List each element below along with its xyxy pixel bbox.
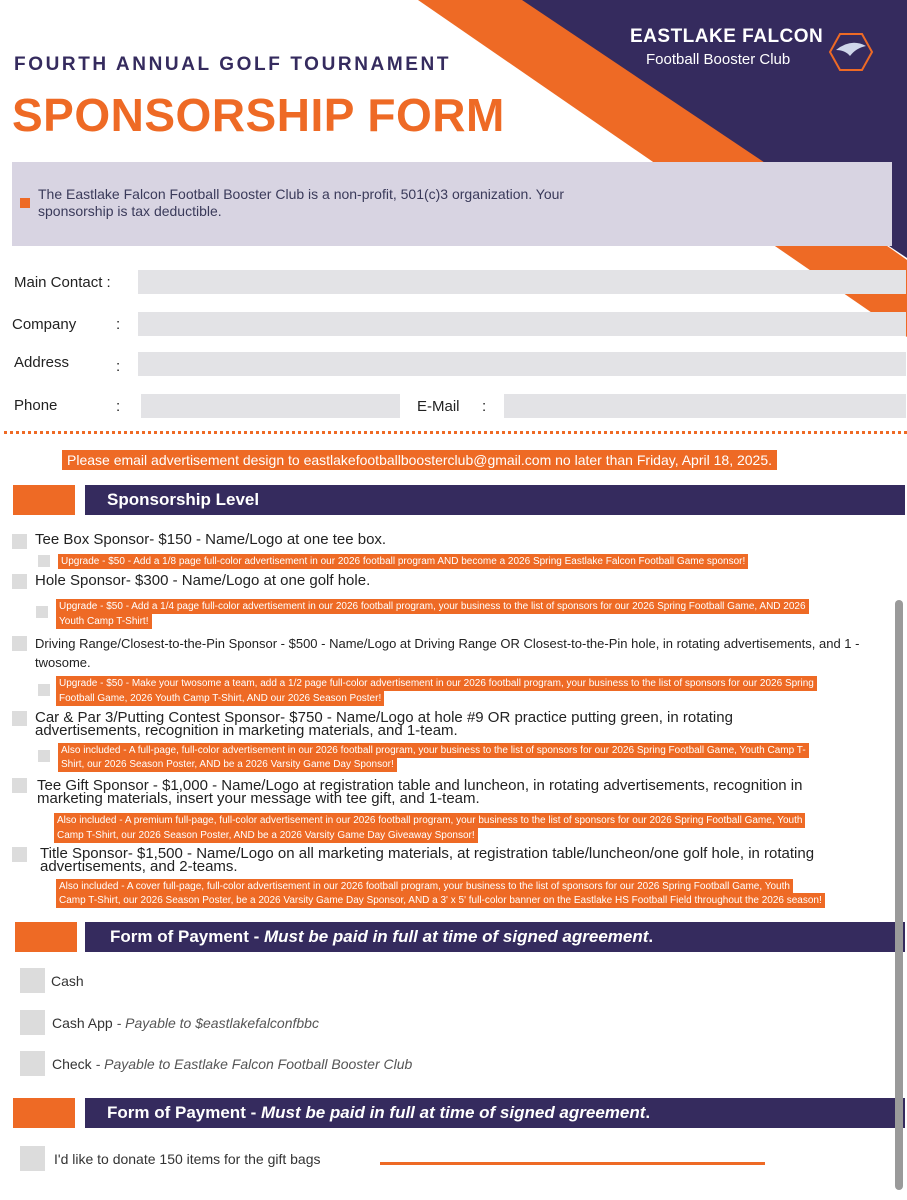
payment-label: Cash [51,973,84,989]
email-label: E-Mail [417,398,460,415]
company-label: Company [12,316,77,333]
phone-label: Phone [14,397,58,414]
payment-header [85,922,905,952]
tee-gift-included-line1: Also included - A premium full-page, full-color advertisement in our 2026 football program, your business to the list of sponsors for our 2026 Spring Football Game, Youth [54,813,805,828]
level-price: - $1,500 [127,845,183,862]
main-contact-label: Main Contact : [14,274,111,291]
payment-period: . [645,1103,651,1122]
address-colon: : [116,358,121,375]
address-label: Address [14,354,70,371]
check-option [52,1056,412,1072]
driving-range-desc-2: twosome. [35,655,91,670]
hole-upgrade-line2: Youth Camp T-Shirt! [56,614,152,629]
car-par3-desc-2: advertisements, recognition in marketing materials, and 1-team. [35,722,458,739]
payment-period: . [648,927,654,946]
sponsorship-title: Sponsorship Level [107,490,260,509]
section-accent [13,1098,75,1128]
bullet-icon [20,198,30,208]
cash-option [51,973,84,989]
page-title: SPONSORSHIP FORM [12,89,505,141]
payment-note: Must be paid in full at time of signed agreement [260,1103,646,1122]
payment-note: - Payable to Eastlake Falcon Football Booster Club [91,1056,413,1072]
payment-note: Must be paid in full at time of signed agreement [263,927,649,946]
level-price: - $1,000 [148,777,208,794]
main-contact-field[interactable] [138,270,906,294]
payment-header-2 [85,1098,905,1128]
cash-checkbox[interactable] [20,968,45,993]
cash-app-checkbox[interactable] [20,1010,45,1035]
tee-box-upgrade: Upgrade - $50 - Add a 1/8 page full-color advertisement in our 2026 football program AND become a 2026 Spring Eastlake Falcon Football Game sponsor! [58,554,748,569]
level-desc: - Name/Logo at Driving Range OR Closest-to-the-Pin hole, in rotating advertisements, and 1 - [317,636,860,651]
level-name: Hole Sponsor [35,572,126,589]
payment-note: - Payable to $eastlakefalconfbbc [112,1015,319,1031]
level-price: - $150 [149,531,192,548]
title-sponsor-included-line1: Also included - A cover full-page, full-color advertisement in our 2026 football program, your business to the list of sponsors for our 2026 Spring Football Game, Youth [56,879,793,894]
email-field[interactable] [504,394,906,418]
title-sponsor-checkbox[interactable] [12,847,27,862]
level-name: Driving Range/Closest-to-the-Pin Sponsor [35,636,278,651]
hole-upgrade-checkbox[interactable] [36,606,48,618]
driving-range-sponsor [35,636,859,652]
company-field[interactable] [138,312,906,336]
tee-box-checkbox[interactable] [12,534,27,549]
tee-box-upgrade-checkbox[interactable] [38,555,50,567]
phone-colon: : [116,398,121,415]
hole-sponsor [35,573,370,589]
level-desc: - Name/Logo at hole #9 OR practice putting green, in rotating [322,709,733,726]
level-desc: - Name/Logo on all marketing materials, at registration table/luncheon/one golf hole, in rotating [182,845,815,862]
driving-range-checkbox[interactable] [12,636,27,651]
tournament-subtitle: FOURTH ANNUAL GOLF TOURNAMENT [14,54,452,75]
title-sponsor-included-line2: Camp T-Shirt, our 2026 Season Poster, be a 2026 Varsity Game Day Sponsor, AND a 3' x 5' full-color banner on the Eastlake HS Football Field throughout the 2026 season! [56,893,825,908]
tee-gift-included-line2: Camp T-Shirt, our 2026 Season Poster, AND be a 2026 Varsity Game Day Giveaway Sponsor! [54,828,478,843]
info-text: The Eastlake Falcon Football Booster Club is a non-profit, 501(c)3 organization. Your sponsorship is tax deductible. [38,186,565,219]
level-desc: - Name/Logo at one golf hole. [168,572,371,589]
level-name: Tee Gift Sponsor [37,777,149,794]
address-field[interactable] [138,352,906,376]
car-par3-included-line1: Also included - A full-page, full-color advertisement in our 2026 football program, your business to the list of sponsors for our 2026 Spring Football Game, Youth Camp T- [58,743,809,758]
driving-range-upgrade-checkbox[interactable] [38,684,50,696]
title-sponsor-desc-2: advertisements, and 2-teams. [40,858,238,875]
company-colon: : [116,316,121,333]
cash-app-option [52,1015,319,1031]
check-checkbox[interactable] [20,1051,45,1076]
tee-box-sponsor [35,532,386,548]
driving-range-upgrade-line1: Upgrade - $50 - Make your twosome a team, add a 1/2 page full-color advertisement in our 2026 football program, your business to the list of sponsors for our 2026 Spring [56,676,817,691]
level-desc: - Name/Logo at registration table and luncheon, in rotating advertisements, recognition in [207,777,803,794]
sponsorship-header [85,485,905,515]
donation-line[interactable] [380,1162,765,1165]
section-accent [13,485,75,515]
level-desc: - Name/Logo at one tee box. [191,531,387,548]
car-par3-included-line2: Shirt, our 2026 Season Poster, AND be a 2026 Varsity Game Day Sponsor! [58,757,397,772]
level-name: Car & Par 3/Putting Contest Sponsor [35,709,281,726]
brand-name: EASTLAKE FALCON [630,26,824,47]
tee-gift-desc-2: marketing materials, insert your message with tee gift, and 1-team. [37,790,480,807]
phone-field[interactable] [141,394,400,418]
payment-label: Form of Payment [110,927,249,946]
payment-label: Check [52,1056,92,1072]
donation-checkbox[interactable] [20,1146,45,1171]
car-par3-checkbox[interactable] [12,711,27,726]
level-price: - $750 [280,709,323,726]
driving-range-upgrade-line2: Football Game, 2026 Youth Camp T-Shirt, AND our 2026 Season Poster! [56,691,384,706]
level-name: Title Sponsor [40,845,128,862]
brand-subname: Football Booster Club [646,51,791,68]
email-colon: : [482,398,487,415]
hole-upgrade-line1: Upgrade - $50 - Add a 1/4 page full-color advertisement in our 2026 football program, your business to the list of sponsors for our 2026 Spring Football Game, AND 2026 [56,599,809,614]
hole-checkbox[interactable] [12,574,27,589]
level-name: Tee Box Sponsor [35,531,150,548]
car-par3-upgrade-checkbox[interactable] [38,750,50,762]
level-price: - $300 [125,572,169,589]
dotted-divider [4,431,907,434]
email-notice: Please email advertisement design to eastlakefootballboosterclub@gmail.com no later than Friday, April 18, 2025. [62,450,777,470]
scrollbar[interactable] [895,600,903,1190]
donation-text: I'd like to donate 150 items for the gift bags [54,1151,321,1167]
tee-gift-checkbox[interactable] [12,778,27,793]
section-accent [15,922,77,952]
payment-label: Form of Payment [107,1103,246,1122]
level-price: - $500 [277,636,318,651]
payment-label: Cash App [52,1015,113,1031]
payment-title-2: Form of Payment - Must be paid in full at time of signed agreement. [107,1103,651,1122]
payment-title: Form of Payment - Must be paid in full at time of signed agreement. [110,927,654,946]
